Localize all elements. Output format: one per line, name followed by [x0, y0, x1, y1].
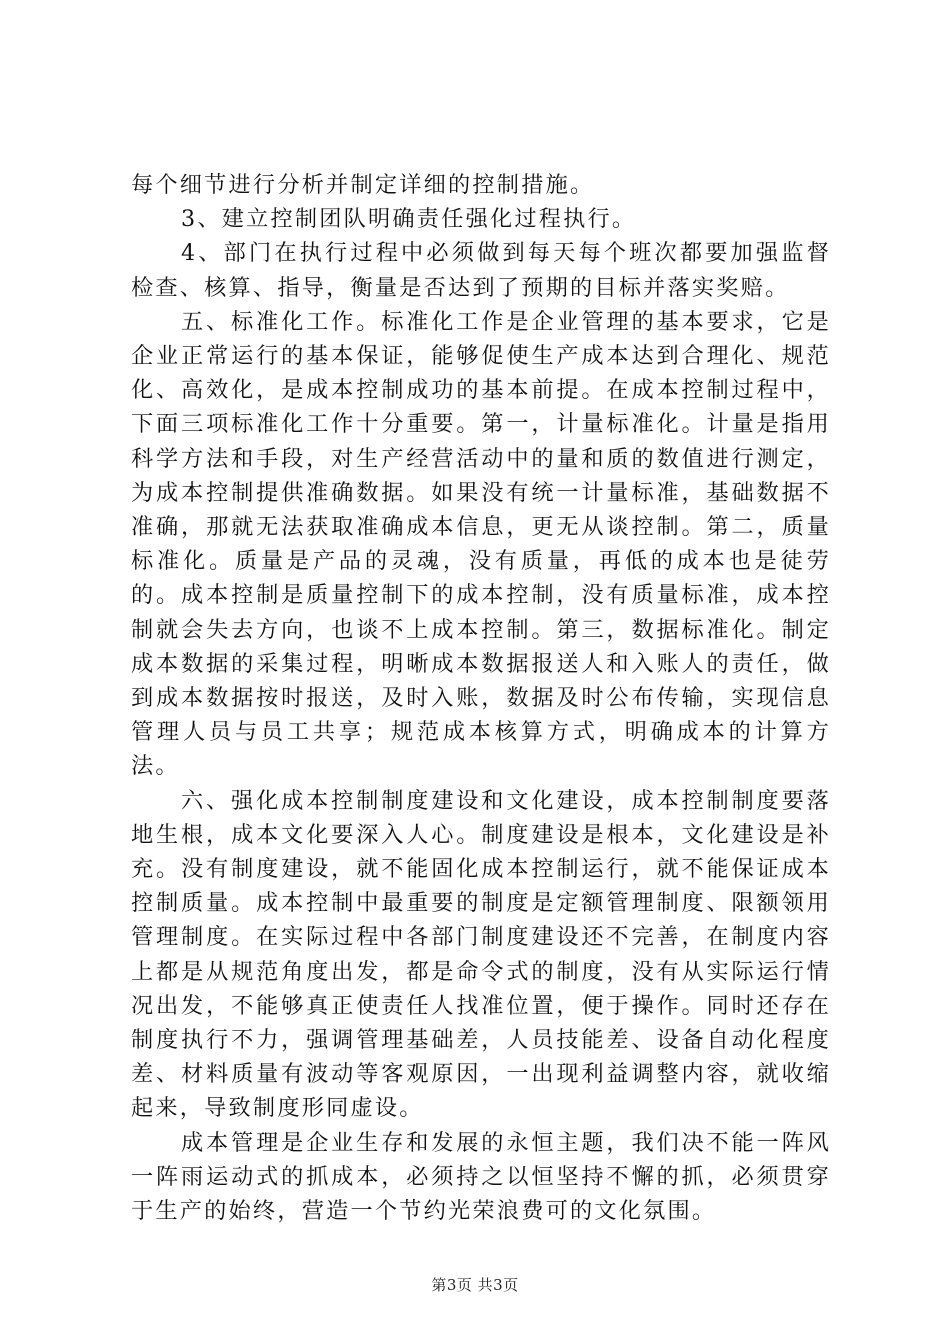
document-body: [131, 168, 831, 1228]
paragraph-continuation: 每个细节进行分析并制定详细的控制措施。: [131, 172, 595, 198]
paragraph-section-6: 六、强化成本控制制度建设和文化建设，成本控制制度要落地生根，成本文化要深入人心。制度建设是根本，文化建设是补充。没有制度建设，就不能固化成本控制运行，就不能保证成本控制质量。成本控制中最重要的制度是定额管理制度、限额领用管理制度。在实际过程中各部门制度建设还不完善，在制度内容上都是从规范角度出发，都是命令式的制度，没有从实际运行情况出发，不能够真正使责任人找准位置，便于操作。同时还存在制度执行不力，强调管理基础差，人员技能差、设备自动化程度差、材料质量有波动等客观原因，一出现利益调整内容，就收缩起来，导致制度形同虚设。: [131, 787, 831, 1122]
paragraph-section-5: 五、标准化工作。标准化工作是企业管理的基本要求，它是企业正常运行的基本保证，能够促使生产成本达到合理化、规范化、高效化，是成本控制成功的基本前提。在成本控制过程中，下面三项标准化工作十分重要。第一，计量标准化。计量是指用科学方法和手段，对生产经营活动中的量和质的数值进行测定，为成本控制提供准确数据。如果没有统一计量标准，基础数据不准确，那就无法获取准确成本信息，更无从谈控制。第二，质量标准化。质量是产品的灵魂，没有质量，再低的成本也是徒劳的。成本控制是质量控制下的成本控制，没有质量标准，成本控制就会失去方向，也谈不上成本控制。第三，数据标准化。制定成本数据的采集过程，明晰成本数据报送人和入账人的责任，做到成本数据按时报送，及时入账，数据及时公布传输，实现信息管理人员与员工共享；规范成本核算方式，明确成本的计算方法。: [131, 308, 831, 780]
paragraph-conclusion: 成本管理是企业生存和发展的永恒主题，我们决不能一阵风一阵雨运动式的抓成本，必须持之以恒坚持不懈的抓，必须贯穿于生产的始终，营造一个节约光荣浪费可的文化氛围。: [131, 1129, 831, 1225]
paragraph-item-3: 3、建立控制团队明确责任强化过程执行。: [181, 206, 637, 233]
page-footer: 第3页 共3页: [431, 1276, 519, 1294]
paragraph-item-4: 4、部门在执行过程中必须做到每天每个班次都要加强监督检查、核算、指导，衡量是否达到了预期的目标并落实奖赔。: [131, 240, 831, 301]
